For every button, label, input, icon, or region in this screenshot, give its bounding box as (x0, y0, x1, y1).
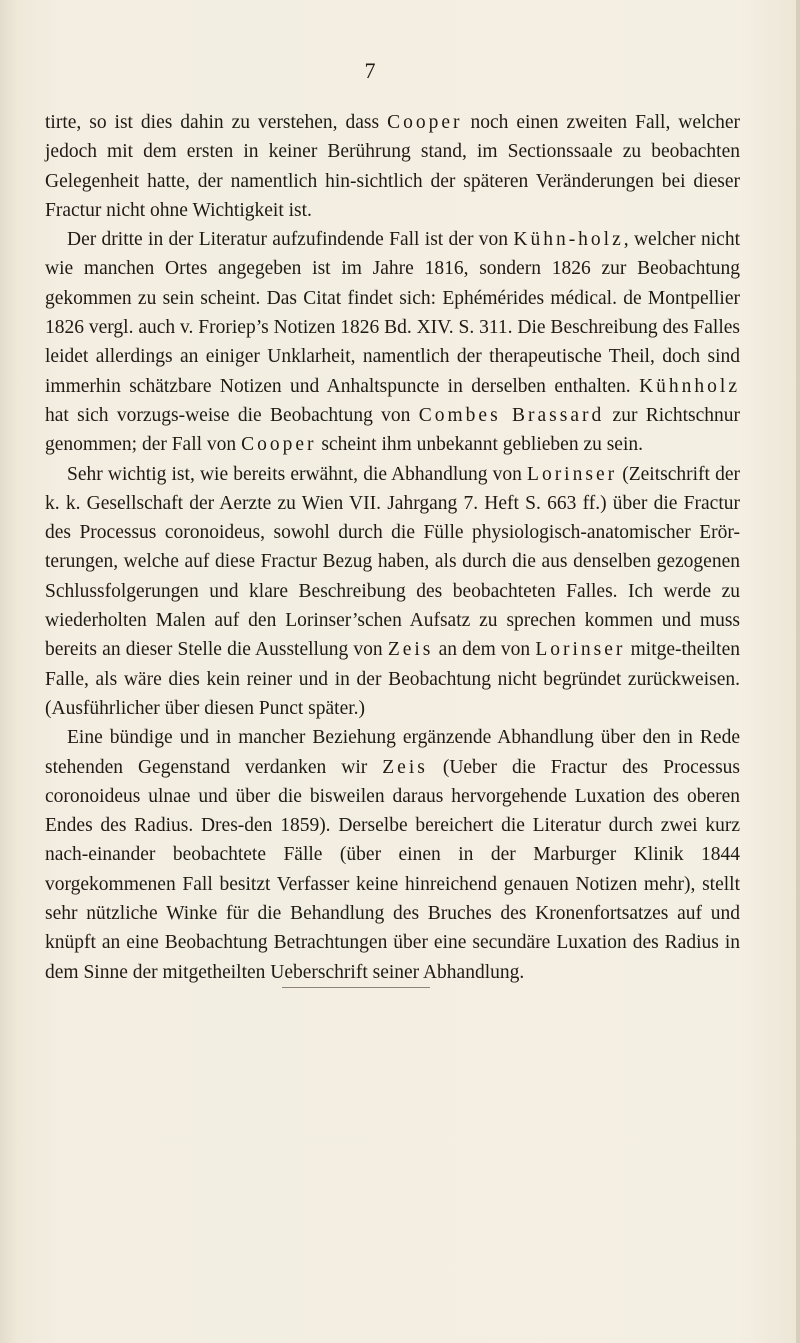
paragraph (45, 108, 740, 225)
text-run: hat sich vorzugs-weise die Beobachtung von (45, 404, 419, 426)
body-text (45, 108, 740, 987)
author-name: Zeis (382, 756, 428, 778)
paragraph (45, 723, 740, 987)
paragraph (45, 460, 740, 724)
author-name: Cooper (241, 434, 317, 456)
text-run: zur Richtschnur genommen; der Fall von (45, 404, 740, 456)
author-name: Kühnholz (639, 375, 740, 397)
text-run: (Zeitschrift der k. k. Gesellschaft der Aerzte zu Wien VII. Jahrgang 7. Heft S. 663 ff.) über die Fractur des Processus coronoideus, sowohl durch die Fülle physiologisch-anatomischer Erör-terungen, welche auf diese Fractur Bezug haben, als durch die aus denselben gezogenen Schlussfolgerungen und klare Beschreibung des beobachteten Falles. Ich werde zu wiederholten Malen auf den Lorinser’schen Aufsatz zu sprechen kommen und muss bereits an dieser Stelle die Ausstellung von (45, 463, 740, 661)
author-name: Cooper (387, 112, 463, 133)
page-edge (796, 0, 800, 1343)
author-name: Lorinser (527, 463, 618, 485)
text-run: Der dritte in der Literatur aufzufindende Fall ist der von (67, 229, 514, 251)
text-run: mitge-theilten Falle, als wäre dies kein reiner und in der Beobachtung nicht begründet zurückweisen. (Ausführlicher über diesen Punct später.) (45, 639, 740, 719)
author-name: Lorinser (535, 639, 626, 661)
text-run: (Ueber die Fractur des Processus coronoideus ulnae und über die bisweilen daraus hervorgehende Luxation des oberen Endes des Radius. Dres-den 1859). Derselbe bereichert die Literatur durch zwei kurz nach-einander beobachtete Fälle (über einen in der Marburger Klinik 1844 vorgekommenen Fall besitzt Verfasser keine hinreichend genauen Notizen mehr), stellt sehr nützliche Winke für die Behandlung des Bruches des Kronenfortsatzes auf und knüpft an eine Beobachtung Betrachtungen über eine secundäre Luxation des Radius in dem Sinne der mitgetheilten Ueberschrift seiner Abhandlung. (45, 756, 741, 983)
section-rule (282, 987, 430, 988)
text-run: Eine bündige und in mancher Beziehung ergänzende Abhandlung über den in Rede stehenden Gegenstand verdanken wir (45, 727, 740, 778)
text-run: scheint ihm unbekannt geblieben zu sein. (316, 434, 644, 456)
author-name: Combes Brassard (418, 404, 605, 426)
author-name: Kühn-holz (513, 229, 624, 251)
page-number: 7 (364, 58, 376, 83)
author-name: Zeis (387, 639, 434, 661)
text-run: an dem von (433, 639, 536, 661)
text-run: noch einen zweiten Fall, welcher jedoch mit dem ersten in keiner Berührung stand, im Sectionssaale zu beobachten Gelegenheit hatte, der namentlich hin-sichtlich der späteren Veränderungen bei dieser Fractur nicht ohne Wichtigkeit ist. (45, 112, 740, 221)
text-run: Sehr wichtig ist, wie bereits erwähnt, die Abhandlung von (67, 463, 528, 485)
text-run: , welcher nicht wie manchen Ortes angegeben ist im Jahre 1816, sondern 1826 zur Beobachtung gekommen zu sein scheint. Das Citat findet sich: Ephémérides médical. de Montpellier 1826 vergl. auch v. Froriep’s Notizen 1826 Bd. XIV. S. 311. Die Beschreibung des Falles leidet allerdings an einiger Unklarheit, namentlich der therapeutische Theil, doch sind immerhin schätzbare Notizen und Anhaltspuncte in derselben enthalten. (45, 229, 740, 397)
paragraph (45, 225, 740, 459)
text-run: tirte, so ist dies dahin zu verstehen, dass (45, 112, 388, 133)
